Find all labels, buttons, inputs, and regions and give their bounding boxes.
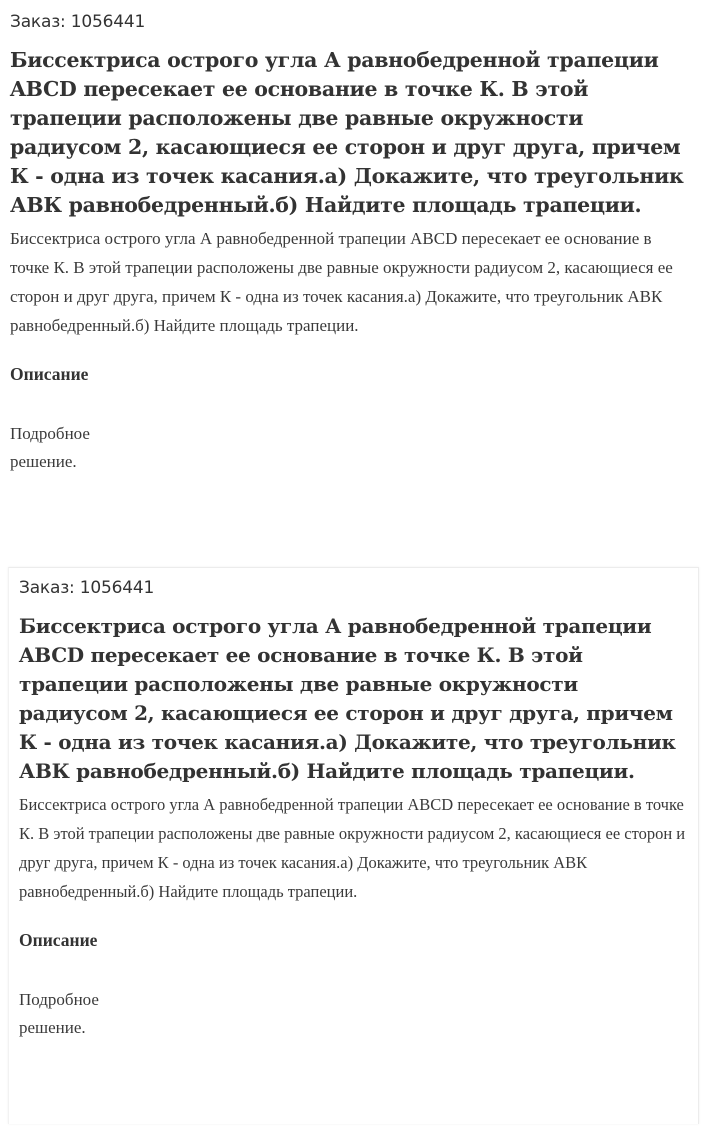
description-heading: Описание	[10, 364, 89, 384]
order-block-duplicate	[8, 567, 699, 1124]
description-heading: Описание	[19, 930, 98, 950]
description-text: Подробное решение.	[10, 424, 90, 471]
description-text: Подробное решение.	[19, 990, 99, 1037]
order-block	[0, 0, 701, 476]
order-number: Заказ: 1056441	[10, 12, 146, 32]
order-body: Биссектриса острого угла А равнобедренной трапеции ABCD пересекает ее основание в точке К. В этой трапеции расположены две равные окружности радиусом 2, касающиеся ее сторон и друг друга, причем К - одна из точек касания.а) Докажите, что треугольник АВК равнобедренный.б) Найдите площадь трапеции.	[10, 229, 673, 335]
order-title: Биссектриса острого угла А равнобедренной трапеции ABCD пересекает ее основание в точке К. В этой трапеции расположены две равные окружности радиусом 2, касающиеся ее сторон и друг друга, причем К - одна из точек касания.а) Докажите, что треугольник АВК равнобедренный.б) Найдите площадь трапеции.	[19, 614, 676, 783]
order-title: Биссектриса острого угла А равнобедренной трапеции ABCD пересекает ее основание в точке К. В этой трапеции расположены две равные окружности радиусом 2, касающиеся ее сторон и друг друга, причем К - одна из точек касания.а) Докажите, что треугольник АВК равнобедренный.б) Найдите площадь трапеции.	[10, 48, 684, 217]
order-body: Биссектриса острого угла А равнобедренной трапеции ABCD пересекает ее основание в точке К. В этой трапеции расположены две равные окружности радиусом 2, касающиеся ее сторон и друг друга, причем К - одна из точек касания.а) Докажите, что треугольник АВК равнобедренный.б) Найдите площадь трапеции.	[19, 795, 686, 901]
order-number: Заказ: 1056441	[19, 578, 155, 598]
